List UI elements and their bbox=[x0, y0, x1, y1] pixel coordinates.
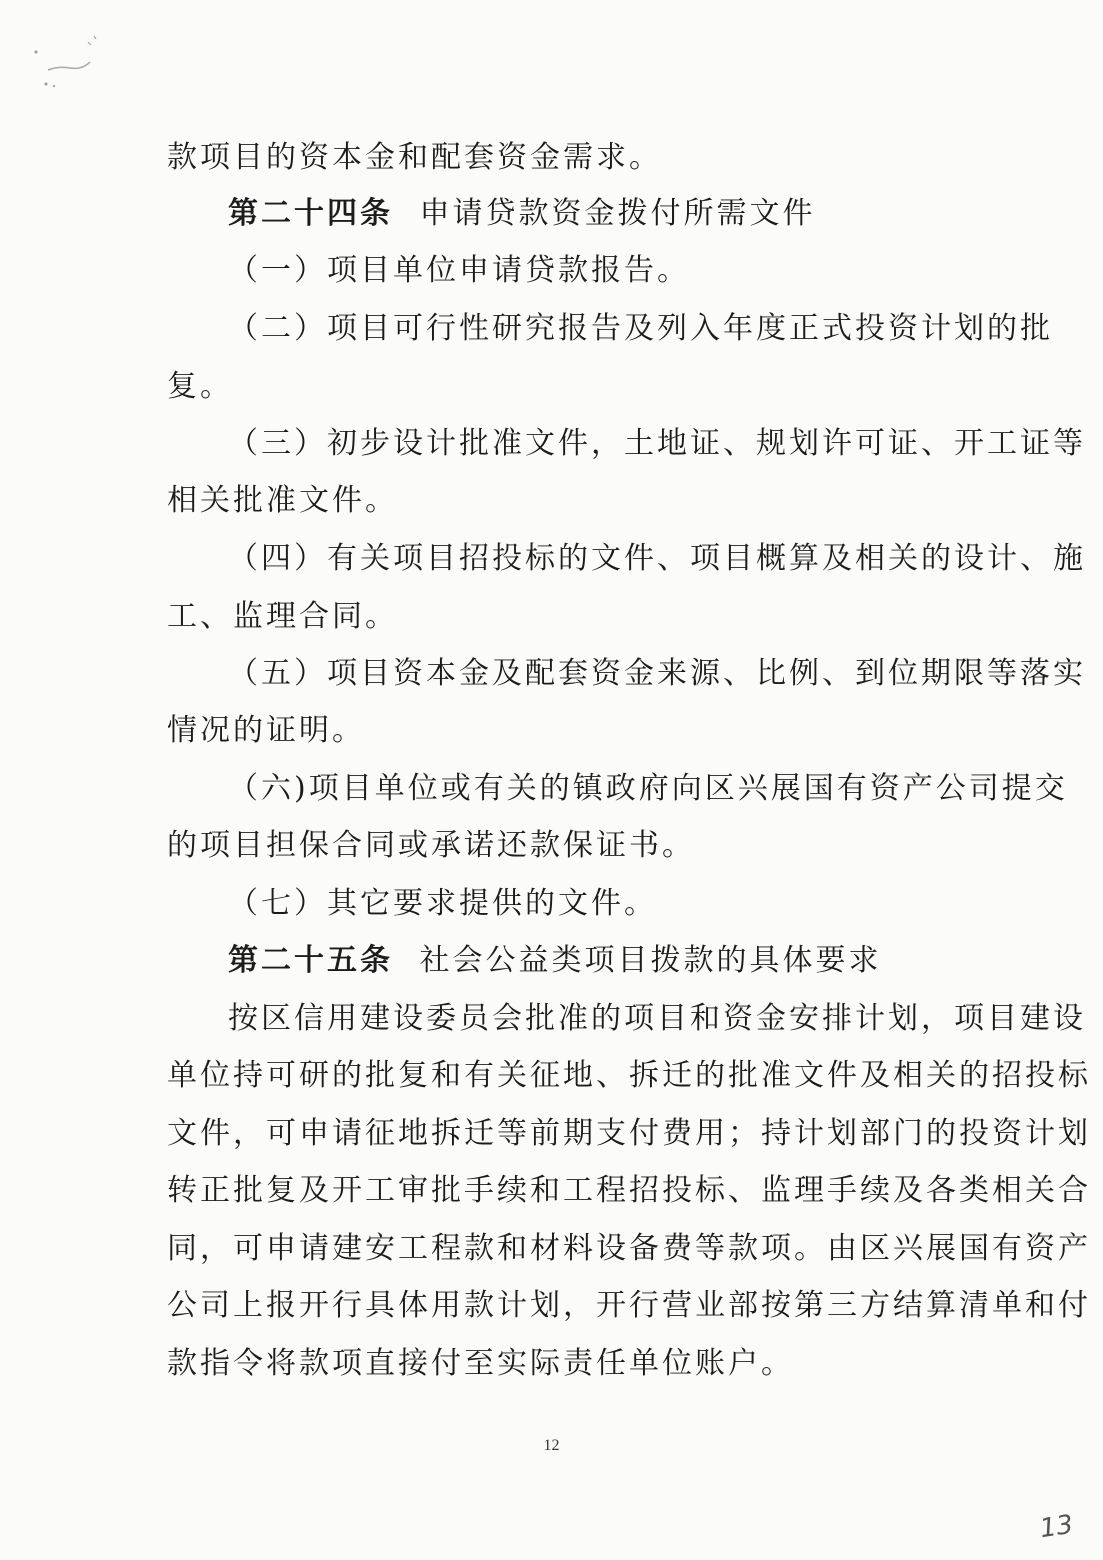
scan-artifact-marks bbox=[28, 22, 118, 92]
article-title: 社会公益类项目拨款的具体要求 bbox=[419, 943, 882, 978]
text-line: 复。 bbox=[167, 369, 233, 404]
text-line: （七）其它要求提供的文件。 bbox=[228, 886, 657, 921]
text-line: 情况的证明。 bbox=[167, 713, 365, 748]
text-line: 相关批准文件。 bbox=[167, 483, 398, 518]
text-line: 同，可申请建安工程款和材料设备费等款项。由区兴展国有资产 bbox=[167, 1231, 1091, 1266]
article-25-heading bbox=[228, 942, 982, 980]
article-number: 第二十四条 bbox=[228, 196, 393, 231]
handwritten-page-number: 13 bbox=[1038, 1509, 1076, 1545]
text-line: （六)项目单位或有关的镇政府向区兴展国有资产公司提交 bbox=[228, 771, 1068, 806]
page-number: 12 bbox=[543, 1437, 560, 1454]
text-line: 转正批复及开工审批手续和工程招投标、监理手续及各类相关合 bbox=[167, 1173, 1091, 1208]
text-line: 按区信用建设委员会批准的项目和资金安排计划，项目建设 bbox=[228, 1001, 1086, 1036]
text-line: 文件，可申请征地拆迁等前期支付费用；持计划部门的投资计划 bbox=[167, 1116, 1091, 1151]
text-line: 工、监理合同。 bbox=[167, 599, 398, 634]
text-line: 款项目的资本金和配套资金需求。 bbox=[167, 140, 662, 175]
article-title: 申请贷款资金拨付所需文件 bbox=[419, 196, 816, 231]
text-line: 款指令将款项直接付至实际责任单位账户。 bbox=[167, 1346, 794, 1381]
article-24-heading bbox=[228, 195, 982, 233]
text-line: 的项目担保合同或承诺还款保证书。 bbox=[167, 828, 695, 863]
text-line: （二）项目可行性研究报告及列入年度正式投资计划的批 bbox=[228, 311, 1053, 346]
text-line: （四）有关项目招投标的文件、项目概算及相关的设计、施 bbox=[228, 541, 1086, 576]
text-line: 公司上报开行具体用款计划，开行营业部按第三方结算清单和付 bbox=[167, 1288, 1091, 1323]
text-line: （一）项目单位申请贷款报告。 bbox=[228, 253, 690, 288]
text-line: （五）项目资本金及配套资金来源、比例、到位期限等落实 bbox=[228, 656, 1086, 691]
article-number: 第二十五条 bbox=[228, 943, 393, 978]
text-line: 单位持可研的批复和有关征地、拆迁的批准文件及相关的招投标 bbox=[167, 1058, 1091, 1093]
text-line: （三）初步设计批准文件，土地证、规划许可证、开工证等 bbox=[228, 426, 1086, 461]
